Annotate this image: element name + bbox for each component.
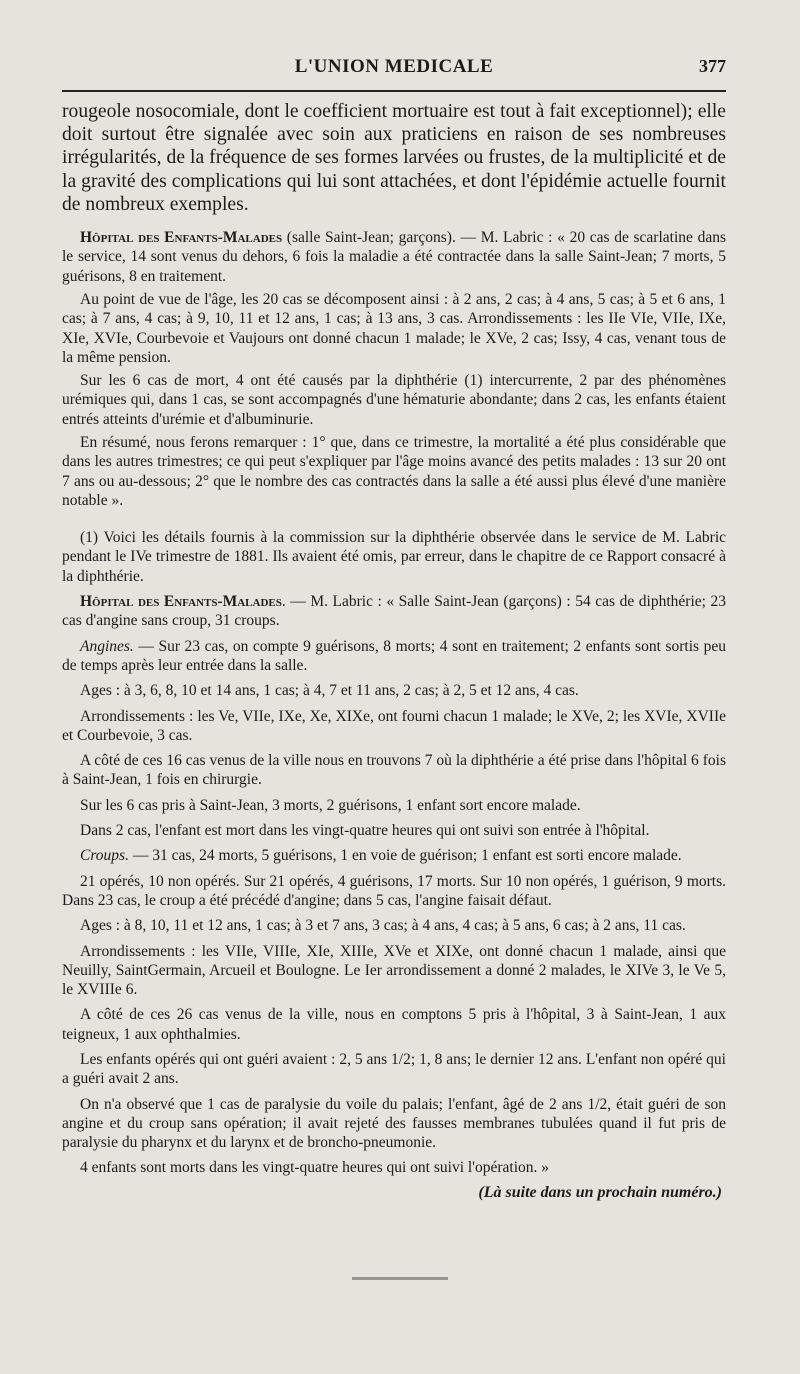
printer-mark	[0, 1277, 800, 1280]
footnote-paragraph: Ages : à 8, 10, 11 et 12 ans, 1 cas; à 3 et 7 ans, 3 cas; à 4 ans, 4 cas; à 5 ans, 6 cas; à 2 ans, 11 cas.	[80, 917, 686, 935]
header-rule	[62, 90, 726, 92]
footnote-paragraph: A côté de ces 26 cas venus de la ville, nous en comptons 5 pris à l'hôpital, 3 à Saint-Jean, 1 aux teigneux, 1 aux ophthalmies.	[62, 1006, 726, 1043]
footnote-hopital-paragraph	[62, 592, 726, 631]
angines-paragraph	[62, 637, 726, 676]
running-header	[62, 56, 726, 84]
croups-text: — 31 cas, 24 morts, 5 guérisons, 1 en voie de guérison; 1 enfant est sorti encore malade.	[128, 847, 682, 865]
page-number: 377	[699, 56, 726, 76]
body-paragraph: Sur les 6 cas de mort, 4 ont été causés par la diphthérie (1) intercurrente, 2 par des phénomènes urémiques qui, dans 1 cas, se sont accompagnés d'une hématurie abondante; dans 2 cas, les enfants étaient entrés atteints d'urémie et d'albuminurie.	[62, 372, 726, 428]
journal-title: L'UNION MEDICALE	[294, 56, 494, 77]
spacer	[62, 514, 726, 528]
footnote-intro: (1) Voici les détails fournis à la commission sur la diphthérie observée dans le service de M. Labric pendant le IVe trimestre de 1881. Ils avaient été omis, par erreur, dans le chapitre de ce Rapport consacré à la diphthérie.	[62, 529, 726, 585]
section-intro-text: (salle Saint-Jean; garçons). — M. Labric : « 20 cas de scarlatine dans le service, 14 sont venus du dehors, 6 fois la maladie a été contractée dans la salle Saint-Jean; 7 morts, 5 guérisons, 8 en traitement.	[62, 229, 726, 285]
footnote-paragraph: Dans 2 cas, l'enfant est mort dans les vingt-quatre heures qui ont suivi son entrée à l'hôpital.	[80, 822, 650, 840]
footnote-paragraph: On n'a observé que 1 cas de paralysie du voile du palais; l'enfant, âgé de 2 ans 1/2, était guéri de son angine et du croup sans opération; il avait rejeté des fausses membranes tubulées quand il fut pris de paralysie du pharynx et du larynx et de broncho-pneumonie.	[62, 1095, 726, 1152]
footnote-paragraph: Arrondissements : les VIIe, VIIIe, XIe, XIIIe, XVe et XIXe, ont donné chacun 1 malade, ainsi que Neuilly, SaintGermain, Arcueil et Boulogne. Le Ier arrondissement a donné 2 malades, le XIVe 3, le Ve 5, le XVIIIe 6.	[62, 942, 726, 999]
footnote-paragraph: Sur les 6 cas pris à Saint-Jean, 3 morts, 2 guérisons, 1 enfant sort encore malade.	[80, 796, 581, 814]
body-paragraph: En résumé, nous ferons remarquer : 1° que, dans ce trimestre, la mortalité a été plus considérable que dans les autres trimestres; ce qui peut s'expliquer par l'âge moins avancé des petits malades : 13 sur 20 ont 7 ans ou au-dessous; 2° que le nombre des cas contractés dans la salle a été aussi plus élevé d'une manière notable ».	[62, 433, 726, 509]
section-heading: Hôpital des Enfants-Malades	[80, 229, 283, 247]
footnote-paragraph: Ages : à 3, 6, 8, 10 et 14 ans, 1 cas; à 4, 7 et 11 ans, 2 cas; à 2, 5 et 12 ans, 4 cas.	[80, 682, 579, 700]
section-hopital-paragraph	[62, 228, 726, 286]
croups-label: Croups.	[80, 847, 129, 865]
footnote-paragraph: Les enfants opérés qui ont guéri avaient : 2, 5 ans 1/2; 1, 8 ans; le dernier 12 ans. L'enfant non opéré qui a guéri avait 2 ans.	[62, 1051, 726, 1088]
printer-mark-line	[352, 1277, 448, 1280]
angines-text: — Sur 23 cas, on compte 9 guérisons, 8 morts; 4 sont en traitement; 2 enfants sont sortis peu de temps après leur entrée dans la salle.	[62, 637, 726, 674]
footnote-heading: Hôpital des Enfants-Malades	[80, 593, 282, 611]
footnote-heading-text: . — M. Labric : « Salle Saint-Jean (garçons) : 54 cas de diphthérie; 23 cas d'angine sans croup, 31 croups.	[62, 593, 726, 630]
footnote-paragraph: 21 opérés, 10 non opérés. Sur 21 opérés, 4 guérisons, 17 morts. Sur 10 non opérés, 1 guérison, 9 morts. Dans 23 cas, le croup a été précédé d'angine; dans 5 cas, l'angine faisait défaut.	[62, 872, 726, 909]
footnote-paragraph: Arrondissements : les Ve, VIIe, IXe, Xe, XIXe, ont fourni chacun 1 malade; le XVe, 2; les XVIe, XVIIe et Courbevoie, 3 cas.	[62, 707, 726, 744]
continuation-note: (Là suite dans un prochain numéro.)	[478, 1183, 722, 1201]
angines-label: Angines.	[80, 637, 134, 655]
croups-paragraph	[62, 846, 726, 865]
footnote-paragraph: 4 enfants sont morts dans les vingt-quatre heures qui ont suivi l'opération. »	[80, 1159, 550, 1177]
lead-paragraph: rougeole nosocomiale, dont le coefficient mortuaire est tout à fait exceptionnel); elle doit surtout être signalée avec soin aux praticiens en raison de ses nombreuses irrégularités, de la fréquence de ses formes larvées ou frustes, de la multiplicité et de la gravité des complications qui lui sont attachées, et dont l'épidémie actuelle fournit de nombreux exemples.	[62, 101, 726, 215]
footnote-paragraph: A côté de ces 16 cas venus de la ville nous en trouvons 7 où la diphthérie a été prise dans l'hôpital 6 fois à Saint-Jean, 1 fois en chirurgie.	[62, 752, 726, 789]
body-paragraph: Au point de vue de l'âge, les 20 cas se décomposent ainsi : à 2 ans, 2 cas; à 4 ans, 5 cas; à 5 et 6 ans, 1 cas; à 7 ans, 4 cas; à 9, 10, 11 et 12 ans, 1 cas; à 13 ans, 3 cas. Arrondissements : les IIe VIe, VIIe, IXe, XIe, XVIe, Courbevoie et Vaujours ont donné chacun 1 malade; le XVe, 2 cas; Issy, 4 cas, venant tous de la même pension.	[62, 290, 726, 366]
